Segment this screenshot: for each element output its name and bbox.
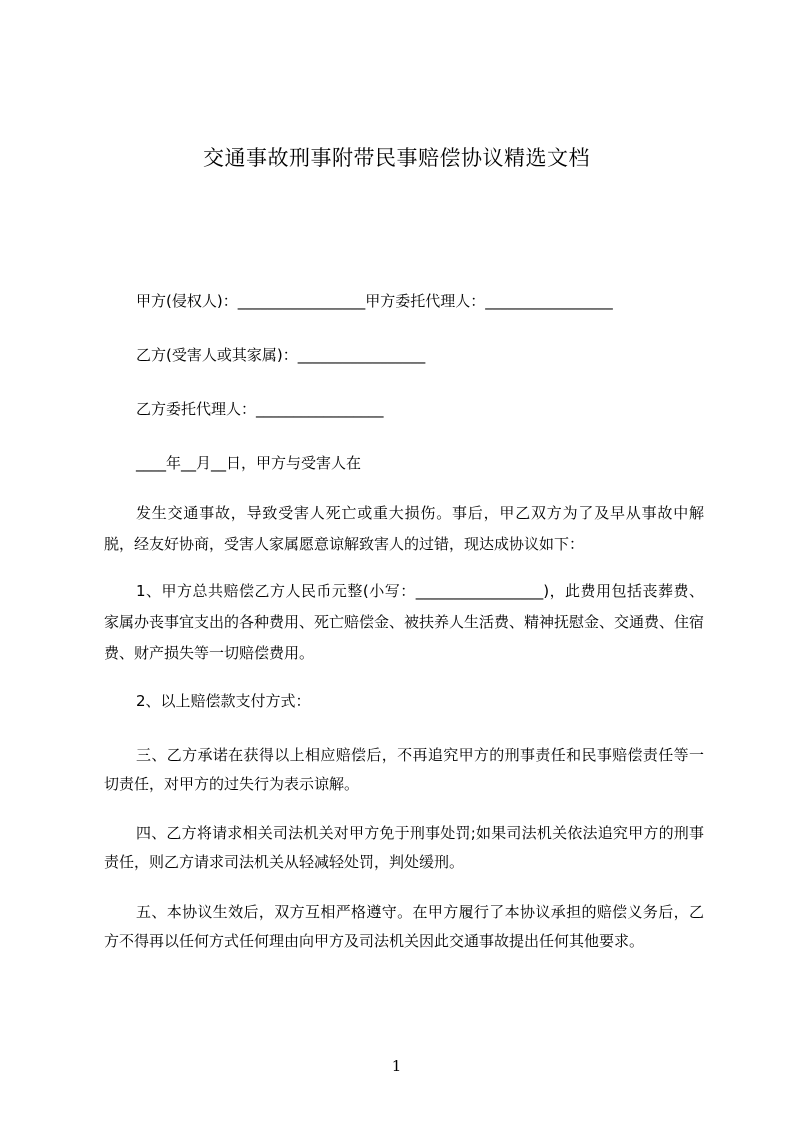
page-number: 1 <box>391 1057 402 1075</box>
clause-1-paragraph: 1、甲方总共赔偿乙方人民币元整(小写：_________________)，此费用包括丧葬费、家属办丧事宜支出的各种费用、死亡赔偿金、被扶养人生活费、精神抚慰金、交通费、住宿费、财产损失等一切赔偿费用。 <box>104 582 705 662</box>
clause-4-paragraph: 四、乙方将请求相关司法机关对甲方免于刑事处罚;如果司法机关依法追究甲方的刑事责任，则乙方请求司法机关从轻减轻处罚，判处缓刑。 <box>104 824 704 871</box>
clause-5-paragraph: 五、本协议生效后，双方互相严格遵守。在甲方履行了本协议承担的赔偿义务后，乙方不得再以任何方式任何理由向甲方及司法机关因此交通事故提出任何其他要求。 <box>104 903 704 950</box>
clause-2-paragraph: 2、以上赔偿款支付方式： <box>136 692 311 710</box>
party-a-line: 甲方(侵权人)：_________________甲方委托代理人：_________________ <box>136 292 613 310</box>
accident-paragraph: 发生交通事故，导致受害人死亡或重大损伤。事后，甲乙双方为了及早从事故中解脱，经友好协商，受害人家属愿意谅解致害人的过错，现达成协议如下： <box>104 504 704 553</box>
party-b-agent-line: 乙方委托代理人：_________________ <box>136 400 384 418</box>
party-b-line: 乙方(受害人或其家属)：_________________ <box>136 346 426 364</box>
clause-3-paragraph: 三、乙方承诺在获得以上相应赔偿后，不再追究甲方的刑事责任和民事赔偿责任等一切责任，对甲方的过失行为表示谅解。 <box>104 746 704 793</box>
date-line: ____年__月__日，甲方与受害人在 <box>136 454 362 472</box>
document-title: 交通事故刑事附带民事赔偿协议精选文档 <box>203 146 590 170</box>
